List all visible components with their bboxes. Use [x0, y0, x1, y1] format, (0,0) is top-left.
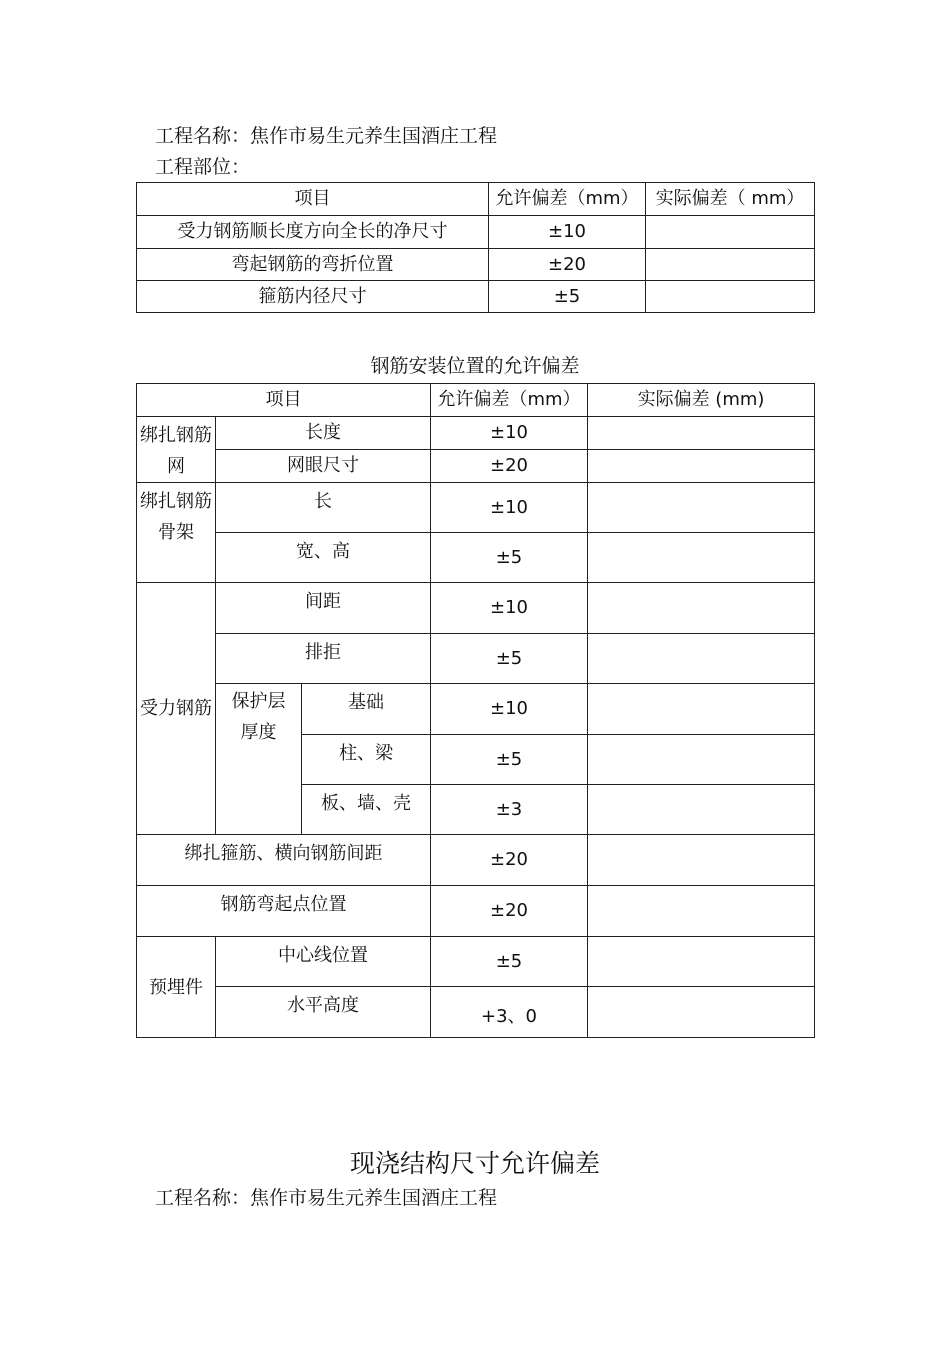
project-part: 工程部位： [155, 156, 251, 178]
cell-actual[interactable] [588, 533, 815, 583]
group-main-rebar: 受力钢筋 [137, 583, 216, 835]
cell-item: 宽、高 [216, 533, 431, 583]
table-row [137, 249, 815, 281]
cell-tolerance: ±10 [489, 216, 646, 249]
cell-tolerance: ±5 [431, 735, 588, 785]
cell-item: 间距 [216, 583, 431, 634]
cell-tolerance: ±10 [431, 583, 588, 634]
cell-item: 网眼尺寸 [216, 450, 431, 483]
cell-item: 钢筋弯起点位置 [137, 886, 431, 937]
cell-item: 箍筋内径尺寸 [137, 281, 489, 313]
cast-in-place-title: 现浇结构尺寸允许偏差 [349, 1149, 600, 1178]
cell-actual[interactable] [588, 450, 815, 483]
cell-actual[interactable] [588, 785, 815, 835]
cell-actual[interactable] [588, 583, 815, 634]
project-name-2: 工程名称：焦作市易生元养生国酒庄工程 [155, 1187, 498, 1209]
table-row [137, 216, 815, 249]
cell-item: 排拒 [216, 634, 431, 684]
rebar-processing-tolerance-table [136, 182, 815, 313]
cell-actual[interactable] [646, 249, 815, 281]
cell-item: 长度 [216, 417, 431, 450]
cell-tolerance: ±5 [431, 937, 588, 987]
header-tolerance: 允许偏差（mm） [489, 183, 646, 216]
cell-tolerance: ±10 [431, 483, 588, 533]
header-item: 项目 [137, 384, 431, 417]
rebar-installation-tolerance-table [136, 383, 815, 1038]
cell-item: 绑扎箍筋、横向钢筋间距 [137, 835, 431, 886]
cell-tolerance: ±20 [431, 450, 588, 483]
group-rebar-cage: 绑扎钢筋骨架 [137, 483, 216, 583]
group-embedded-parts: 预埋件 [137, 937, 216, 1038]
cell-actual[interactable] [646, 216, 815, 249]
cell-item: 中心线位置 [216, 937, 431, 987]
cell-tolerance: ±5 [431, 634, 588, 684]
cell-tolerance: ±3 [431, 785, 588, 835]
cell-item: 弯起钢筋的弯折位置 [137, 249, 489, 281]
cell-item: 板、墙、壳 [302, 785, 431, 835]
cell-tolerance: ±20 [489, 249, 646, 281]
cell-actual[interactable] [646, 281, 815, 313]
header-actual: 实际偏差（ mm） [646, 183, 815, 216]
cell-item: 水平高度 [216, 987, 431, 1038]
cell-tolerance: ±10 [431, 684, 588, 735]
table-row [137, 281, 815, 313]
cell-tolerance: ±20 [431, 886, 588, 937]
header-actual: 实际偏差 (mm) [588, 384, 815, 417]
cell-actual[interactable] [588, 987, 815, 1038]
cell-item: 受力钢筋顺长度方向全长的净尺寸 [137, 216, 489, 249]
cell-tolerance: ±20 [431, 835, 588, 886]
cell-tolerance: ±10 [431, 417, 588, 450]
header-item: 项目 [137, 183, 489, 216]
cell-item: 柱、梁 [302, 735, 431, 785]
cell-actual[interactable] [588, 835, 815, 886]
cell-actual[interactable] [588, 886, 815, 937]
cell-item: 基础 [302, 684, 431, 735]
cell-item: 长 [216, 483, 431, 533]
subgroup-cover-thickness: 保护层厚度 [216, 684, 302, 835]
cell-actual[interactable] [588, 483, 815, 533]
cell-actual[interactable] [588, 417, 815, 450]
cell-actual[interactable] [588, 684, 815, 735]
header-tolerance: 允许偏差（mm） [431, 384, 588, 417]
cell-actual[interactable] [588, 634, 815, 684]
project-name: 工程名称：焦作市易生元养生国酒庄工程 [155, 125, 498, 147]
cell-tolerance: ±5 [489, 281, 646, 313]
group-rebar-mesh: 绑扎钢筋网 [137, 417, 216, 483]
rebar-installation-title: 钢筋安装位置的允许偏差 [370, 355, 580, 377]
cell-tolerance: ±5 [431, 533, 588, 583]
cell-actual[interactable] [588, 735, 815, 785]
cell-tolerance: +3、0 [431, 987, 588, 1038]
cell-actual[interactable] [588, 937, 815, 987]
